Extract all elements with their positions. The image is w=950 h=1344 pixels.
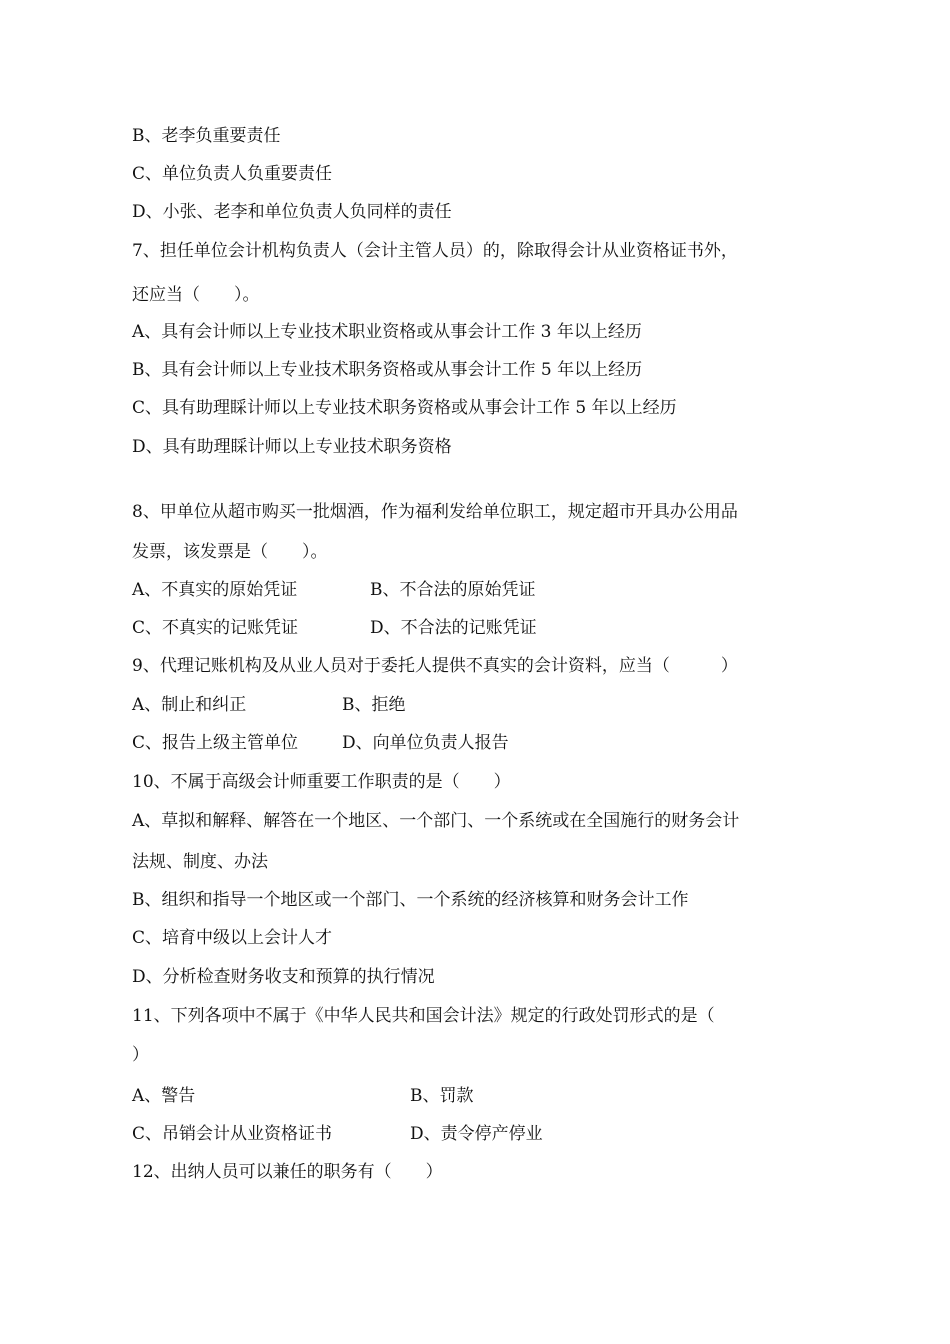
option-9b: B、拒绝 — [342, 695, 406, 715]
question-11-line-2: ） — [132, 1045, 149, 1065]
options-8-row-2 — [132, 616, 537, 640]
option-11b: B、罚款 — [410, 1086, 474, 1106]
option-11d: D、责令停产停业 — [410, 1124, 543, 1144]
options-11-row-2 — [132, 1122, 543, 1146]
option-8c: C、不真实的记账凭证 — [132, 618, 299, 638]
question-7-line-2: 还应当（ ）。 — [132, 285, 260, 305]
option-7a: A、具有会计师以上专业技术职业资格或从事会计工作 3 年以上经历 — [132, 322, 642, 342]
option-7d: D、具有助理睬计师以上专业技术职务资格 — [132, 437, 452, 457]
question-7-line-1: 7、担任单位会计机构负责人（会计主管人员）的，除取得会计从业资格证书外， — [132, 241, 738, 261]
option-9d: D、向单位负责人报告 — [342, 733, 509, 753]
option-9a: A、制止和纠正 — [132, 695, 247, 715]
option-6b: B、老李负重要责任 — [132, 126, 281, 146]
option-11a: A、警告 — [132, 1086, 196, 1106]
option-8d: D、不合法的记账凭证 — [370, 618, 537, 638]
option-11c: C、吊销会计从业资格证书 — [132, 1124, 333, 1144]
options-9-row-2 — [132, 731, 509, 755]
option-10c: C、培育中级以上会计人才 — [132, 928, 333, 948]
option-7c: C、具有助理睬计师以上专业技术职务资格或从事会计工作 5 年以上经历 — [132, 398, 677, 418]
option-9c: C、报告上级主管单位 — [132, 733, 299, 753]
question-11-line-1: 11、下列各项中不属于《中华人民共和国会计法》规定的行政处罚形式的是（ — [132, 1006, 715, 1026]
option-10d: D、分析检查财务收支和预算的执行情况 — [132, 967, 435, 987]
option-6d: D、小张、老李和单位负责人负同样的责任 — [132, 202, 452, 222]
option-10b: B、组织和指导一个地区或一个部门、一个系统的经济核算和财务会计工作 — [132, 890, 689, 910]
option-6c: C、单位负责人负重要责任 — [132, 164, 333, 184]
question-8-line-1: 8、甲单位从超市购买一批烟酒，作为福利发给单位职工，规定超市开具办公用品 — [132, 502, 738, 522]
question-10: 10、不属于高级会计师重要工作职责的是（ ） — [132, 772, 511, 792]
option-8b: B、不合法的原始凭证 — [370, 580, 536, 600]
option-8a: A、不真实的原始凭证 — [132, 580, 298, 600]
options-11-row-1 — [132, 1084, 474, 1108]
options-8-row-1 — [132, 578, 536, 602]
option-10a-line-1: A、草拟和解释、解答在一个地区、一个部门、一个系统或在全国施行的财务会计 — [132, 811, 740, 831]
question-9: 9、代理记账机构及从业人员对于委托人提供不真实的会计资料，应当（ ） — [132, 656, 738, 676]
option-10a-line-2: 法规、制度、办法 — [132, 852, 268, 872]
option-7b: B、具有会计师以上专业技术职务资格或从事会计工作 5 年以上经历 — [132, 360, 643, 380]
question-12: 12、出纳人员可以兼任的职务有（ ） — [132, 1162, 443, 1182]
question-8-line-2: 发票，该发票是（ ）。 — [132, 542, 328, 562]
options-9-row-1 — [132, 693, 406, 717]
